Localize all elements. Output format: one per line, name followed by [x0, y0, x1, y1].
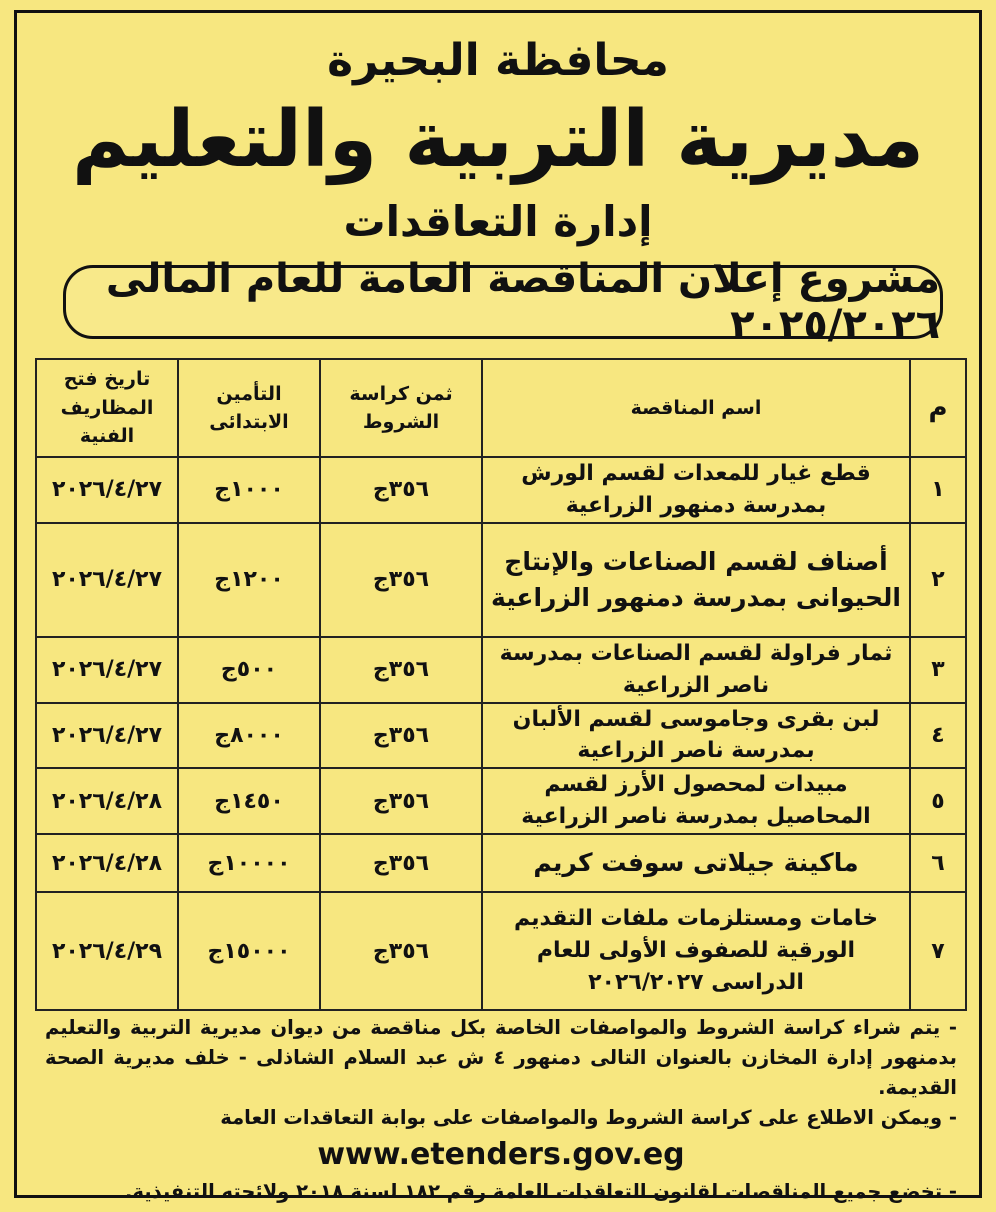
- initial-insurance: ١٥٠٠٠ج: [178, 892, 320, 1010]
- directorate-title: مديرية التربية والتعليم: [71, 95, 925, 185]
- row-num: ٥: [910, 768, 966, 834]
- table-row: [36, 703, 966, 769]
- initial-insurance: ١٠٠٠٠ج: [178, 834, 320, 892]
- tender-name: ماكينة جيلاتى سوفت كريم: [482, 834, 910, 892]
- opening-date: ٢٠٢٦/٤/٢٩: [36, 892, 178, 1010]
- table-row: [36, 834, 966, 892]
- footer-notes: [45, 1013, 957, 1207]
- booklet-fee: ٣٥٦ج: [320, 768, 482, 834]
- tender-name: مبيدات لمحصول الأرز لقسم المحاصيل بمدرسة ناصر الزراعية: [482, 768, 910, 834]
- row-num: ٣: [910, 637, 966, 703]
- booklet-fee: ٣٥٦ج: [320, 703, 482, 769]
- booklet-fee: ٣٥٦ج: [320, 892, 482, 1010]
- header-fee: ثمن كراسة الشروط: [320, 359, 482, 457]
- table-row: [36, 768, 966, 834]
- opening-date: ٢٠٢٦/٤/٢٨: [36, 768, 178, 834]
- tender-name: خامات ومستلزمات ملفات التقديم الورقية للصفوف الأولى للعام الدراسى ٢٠٢٦/٢٠٢٧: [482, 892, 910, 1010]
- opening-date: ٢٠٢٦/٤/٢٧: [36, 703, 178, 769]
- booklet-fee: ٣٥٦ج: [320, 523, 482, 637]
- department-title: إدارة التعاقدات: [343, 197, 653, 246]
- table-row: [36, 892, 966, 1010]
- initial-insurance: ١٤٥٠ج: [178, 768, 320, 834]
- tender-name: ثمار فراولة لقسم الصناعات بمدرسة ناصر الزراعية: [482, 637, 910, 703]
- initial-insurance: ٨٠٠٠ج: [178, 703, 320, 769]
- initial-insurance: ٥٠٠ج: [178, 637, 320, 703]
- tender-name: لبن بقرى وجاموسى لقسم الألبان بمدرسة ناصر الزراعية: [482, 703, 910, 769]
- note-purchase: - يتم شراء كراسة الشروط والمواصفات الخاصة بكل مناقصة من ديوان مديرية التربية والتعليم بدمنهور إدارة المخازن بالعنوان التالى دمنهور ٤ ش عبد السلام الشاذلى - خلف مديرية الصحة القديمة.: [45, 1016, 957, 1099]
- table-header-row: [36, 359, 966, 457]
- tender-name: قطع غيار للمعدات لقسم الورش بمدرسة دمنهور الزراعية: [482, 457, 910, 523]
- booklet-fee: ٣٥٦ج: [320, 637, 482, 703]
- row-num: ٦: [910, 834, 966, 892]
- initial-insurance: ١٢٠٠ج: [178, 523, 320, 637]
- booklet-fee: ٣٥٦ج: [320, 457, 482, 523]
- opening-date: ٢٠٢٦/٤/٢٧: [36, 523, 178, 637]
- row-num: ١: [910, 457, 966, 523]
- row-num: ٧: [910, 892, 966, 1010]
- note-portal: - ويمكن الاطلاع على كراسة الشروط والمواصفات على بوابة التعاقدات العامة: [220, 1106, 957, 1129]
- table-row: [36, 637, 966, 703]
- opening-date: ٢٠٢٦/٤/٢٧: [36, 637, 178, 703]
- header-insurance: التأمين الابتدائى: [178, 359, 320, 457]
- ad-frame: [14, 10, 982, 1203]
- announcement-banner: مشروع إعلان المناقصة العامة للعام المالى ٢٠٢٥/٢٠٢٦: [63, 265, 943, 339]
- initial-insurance: ١٠٠٠ج: [178, 457, 320, 523]
- table-row: [36, 457, 966, 523]
- header-name: اسم المناقصة: [482, 359, 910, 457]
- header-num: م: [910, 359, 966, 457]
- table-row: [36, 523, 966, 637]
- opening-date: ٢٠٢٦/٤/٢٨: [36, 834, 178, 892]
- note-law: - تخضع جميع المناقصات لقانون التعاقدات العامة رقم ١٨٢ لسنة ٢٠١٨ ولائحته التنفيذية.: [125, 1180, 957, 1203]
- opening-date: ٢٠٢٦/٤/٢٧: [36, 457, 178, 523]
- tender-name: أصناف لقسم الصناعات والإنتاج الحيوانى بمدرسة دمنهور الزراعية: [482, 523, 910, 637]
- row-num: ٢: [910, 523, 966, 637]
- governorate-title: محافظة البحيرة: [327, 35, 669, 86]
- row-num: ٤: [910, 703, 966, 769]
- header-date: تاريخ فتح المظاريف الفنية: [36, 359, 178, 457]
- portal-url: www.etenders.gov.eg: [317, 1137, 685, 1172]
- booklet-fee: ٣٥٦ج: [320, 834, 482, 892]
- tenders-table: [35, 358, 967, 1011]
